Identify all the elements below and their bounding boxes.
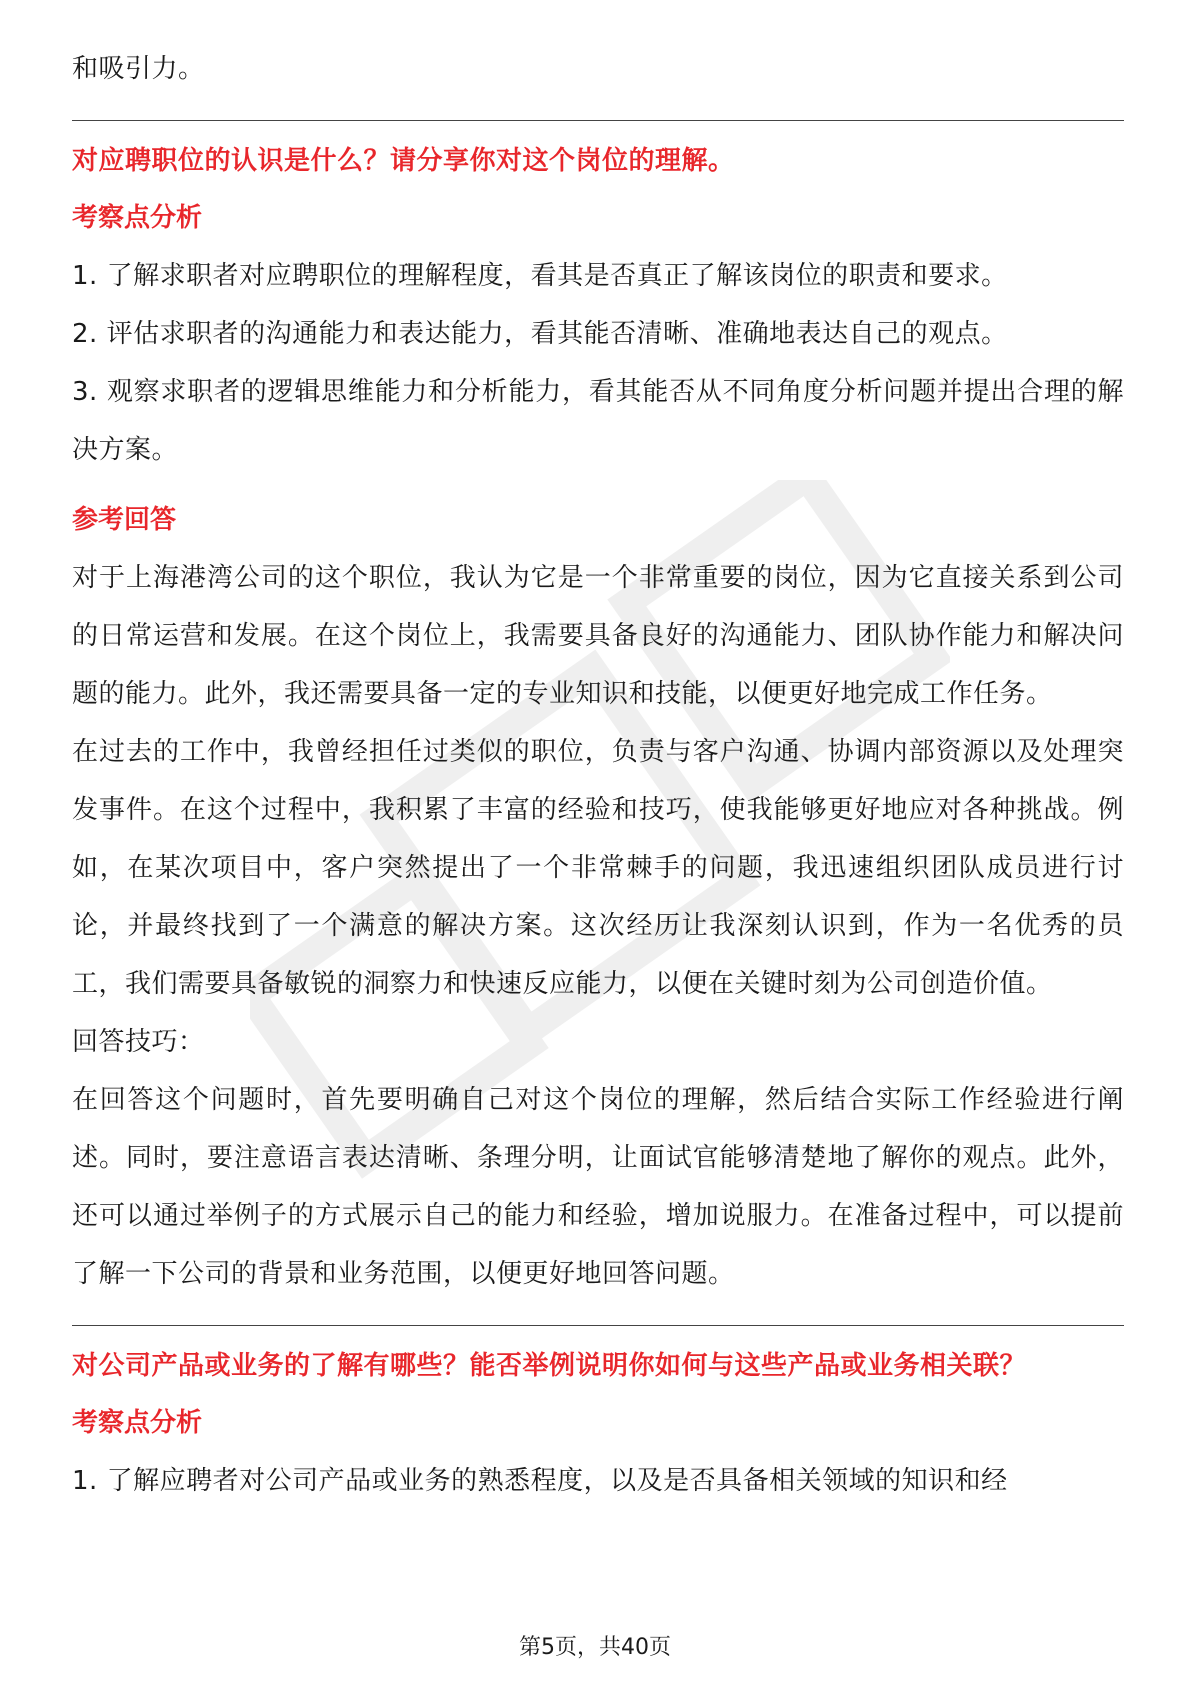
q1-answer-paragraph-2: 在过去的工作中，我曾经担任过类似的职位，负责与客户沟通、协调内部资源以及处理突发事件。在这个过程中，我积累了丰富的经验和技巧，使我能够更好地应对各种挑战。例如，在某次项目中，客户突然提出了一个非常棘手的问题，我迅速组织团队成员进行讨论，并最终找到了一个满意的解决方案。这次经历让我深刻认识到，作为一名优秀的员工，我们需要具备敏锐的洞察力和快速反应能力，以便在关键时刻为公司创造价值。 bbox=[72, 737, 1124, 999]
q1-analysis-title: 考察点分析 bbox=[72, 203, 203, 233]
q2-analysis-title: 考察点分析 bbox=[72, 1408, 203, 1438]
q1-answer-title: 参考回答 bbox=[72, 505, 177, 535]
section-divider bbox=[72, 120, 1124, 121]
page-footer: 第5页，共40页 bbox=[519, 1635, 671, 1660]
q1-analysis-item-3: 3. 观察求职者的逻辑思维能力和分析能力，看其能否从不同角度分析问题并提出合理的解决方案。 bbox=[72, 377, 1124, 465]
q1-analysis-item-2: 2. 评估求职者的沟通能力和表达能力，看其能否清晰、准确地表达自己的观点。 bbox=[72, 319, 1008, 349]
question-2-heading: 对公司产品或业务的了解有哪些？能否举例说明你如何与这些产品或业务相关联？ bbox=[72, 1351, 1027, 1381]
q1-answer-paragraph-3: 在回答这个问题时，首先要明确自己对这个岗位的理解，然后结合实际工作经验进行阐述。同时，要注意语言表达清晰、条理分明，让面试官能够清楚地了解你的观点。此外，还可以通过举例子的方式展示自己的能力和经验，增加说服力。在准备过程中，可以提前了解一下公司的背景和业务范围，以便更好地回答问题。 bbox=[72, 1085, 1124, 1289]
document-page bbox=[72, 40, 1124, 1510]
section-divider bbox=[72, 1325, 1124, 1326]
q1-answer-paragraph-1: 对于上海港湾公司的这个职位，我认为它是一个非常重要的岗位，因为它直接关系到公司的日常运营和发展。在这个岗位上，我需要具备良好的沟通能力、团队协作能力和解决问题的能力。此外，我还需要具备一定的专业知识和技能，以便更好地完成工作任务。 bbox=[72, 563, 1124, 709]
continuation-text: 和吸引力。 bbox=[72, 54, 205, 84]
question-1-heading: 对应聘职位的认识是什么？请分享你对这个岗位的理解。 bbox=[72, 146, 735, 176]
q1-analysis-item-1: 1. 了解求职者对应聘职位的理解程度，看其是否真正了解该岗位的职责和要求。 bbox=[72, 261, 1008, 291]
q1-answer-tips-label: 回答技巧： bbox=[72, 1027, 205, 1057]
q2-analysis-item-1: 1. 了解应聘者对公司产品或业务的熟悉程度，以及是否具备相关领域的知识和经 bbox=[72, 1466, 1008, 1496]
